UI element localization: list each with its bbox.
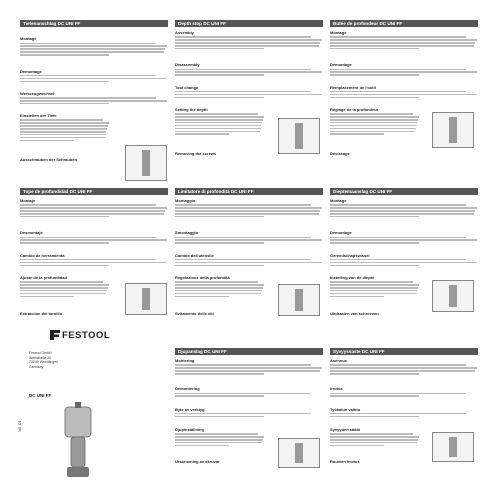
- text-line: [330, 119, 418, 121]
- subheading: Montage: [330, 30, 347, 35]
- text-line: [20, 296, 74, 298]
- text-line: [330, 393, 466, 395]
- text-line: [175, 416, 264, 418]
- subheading: Montaggio: [175, 198, 196, 203]
- section-title: Tiefenanschlag DC UNI FF: [20, 20, 168, 27]
- document-code: 345 121: [18, 420, 22, 432]
- subheading: Remplacement de l'outil: [330, 84, 376, 90]
- subheading: Werkzeugwechsel: [20, 90, 55, 96]
- section-de: [20, 20, 168, 162]
- text-line: [175, 69, 311, 71]
- text-line: [175, 128, 261, 130]
- festool-logo-icon: [50, 330, 60, 340]
- text-line: [20, 293, 106, 295]
- figure-depth-stop: [125, 283, 167, 315]
- text-line: [175, 364, 311, 366]
- text-line: [175, 281, 258, 283]
- text-line: [330, 45, 474, 47]
- figure-depth-stop: [125, 145, 167, 181]
- text-line: [330, 259, 466, 261]
- body-text: [330, 413, 478, 425]
- body-text: [175, 237, 323, 251]
- text-line: [20, 140, 74, 142]
- body-text: [175, 281, 265, 309]
- body-text: [175, 364, 323, 384]
- text-line: [330, 436, 419, 438]
- text-line: [175, 133, 229, 135]
- body-text: [330, 259, 478, 273]
- text-line: [20, 216, 109, 218]
- subheading: Disassembly: [175, 62, 200, 68]
- text-line: [20, 54, 109, 56]
- subheading: Montage: [20, 36, 37, 42]
- text-line: [20, 237, 156, 239]
- text-line: [20, 259, 156, 261]
- text-line: [175, 36, 311, 38]
- address-line: Germany: [29, 364, 44, 369]
- text-line: [20, 210, 165, 212]
- body-text: [20, 281, 110, 309]
- body-text: [330, 237, 478, 251]
- body-text: [20, 97, 168, 111]
- text-line: [175, 74, 264, 76]
- text-line: [175, 91, 311, 93]
- subheading: Regolazione della profondità: [175, 274, 230, 280]
- body-text: [20, 30, 168, 34]
- subheading: Svitamento delle viti: [175, 311, 214, 317]
- body-text: [175, 204, 323, 228]
- text-line: [175, 284, 264, 286]
- body-text: [330, 36, 478, 60]
- body-text: [330, 433, 420, 457]
- body-text: [175, 113, 265, 149]
- text-line: [175, 239, 322, 241]
- text-line: [175, 125, 261, 127]
- address-line: Wertstraße 20: [29, 355, 52, 360]
- text-line: [330, 367, 477, 369]
- body-text: [20, 204, 168, 228]
- text-line: [175, 445, 229, 447]
- text-line: [175, 213, 319, 215]
- brand-name: FESTOOL: [62, 330, 111, 341]
- text-line: [20, 97, 156, 99]
- address: [29, 351, 58, 369]
- subheading: Urskruvning av skruvar: [175, 459, 220, 465]
- text-line: [175, 436, 264, 438]
- text-line: [175, 293, 261, 295]
- text-line: [330, 287, 418, 289]
- text-line: [175, 265, 264, 267]
- subheading: Ausschrauben der Schrauben: [20, 157, 77, 163]
- text-line: [20, 287, 108, 289]
- text-line: [330, 445, 384, 447]
- subheading: Gereedschapswissel: [330, 252, 370, 258]
- subheading: Assembly: [175, 30, 194, 35]
- text-line: [330, 113, 413, 115]
- text-line: [175, 433, 258, 435]
- text-line: [330, 439, 418, 441]
- text-line: [330, 216, 419, 218]
- text-line: [330, 128, 416, 130]
- text-line: [20, 51, 164, 53]
- body-text: [20, 75, 168, 89]
- text-line: [330, 296, 384, 298]
- text-line: [175, 413, 311, 415]
- text-line: [330, 207, 477, 209]
- body-text: [330, 91, 478, 105]
- text-line: [20, 100, 167, 102]
- subheading: Smontaggio: [175, 230, 199, 236]
- text-line: [175, 48, 264, 50]
- text-line: [20, 122, 109, 124]
- text-line: [175, 207, 322, 209]
- address-line: Festool GmbH: [29, 351, 52, 355]
- text-line: [330, 293, 416, 295]
- text-line: [330, 433, 413, 435]
- subheading: Djupinställning: [175, 426, 204, 432]
- text-line: [330, 416, 419, 418]
- text-line: [20, 290, 107, 292]
- text-line: [330, 284, 419, 286]
- text-line: [20, 45, 167, 47]
- text-line: [20, 78, 167, 80]
- subheading: Asennus: [330, 358, 347, 363]
- text-line: [330, 42, 475, 44]
- subheading: Työkalun vaihto: [330, 406, 361, 412]
- text-line: [330, 239, 477, 241]
- text-line: [20, 81, 109, 83]
- body-text: [330, 393, 478, 405]
- subheading: Irrotus: [330, 386, 343, 392]
- text-line: [330, 210, 475, 212]
- text-line: [20, 134, 106, 136]
- text-line: [330, 116, 419, 118]
- text-line: [330, 74, 419, 76]
- text-line: [175, 216, 264, 218]
- text-line: [175, 39, 322, 41]
- text-line: [20, 242, 109, 244]
- body-text: [20, 43, 168, 67]
- body-text: [330, 281, 420, 309]
- subheading: Uitdraaien van schroeven: [330, 311, 379, 317]
- text-line: [175, 94, 322, 96]
- figure-depth-stop: [278, 118, 320, 154]
- text-line: [175, 122, 262, 124]
- text-line: [20, 128, 107, 130]
- text-line: [175, 71, 322, 73]
- text-line: [175, 113, 258, 115]
- text-line: [20, 204, 156, 206]
- subheading: Montage: [330, 198, 347, 203]
- subheading: Démontage: [330, 62, 352, 68]
- subheading: Ruuvien irrotus: [330, 459, 360, 465]
- text-line: [175, 97, 264, 99]
- section-title: Depth stop DC UNI FF: [175, 20, 323, 27]
- text-line: [330, 48, 419, 50]
- text-line: [175, 442, 262, 444]
- text-line: [175, 237, 311, 239]
- text-line: [175, 367, 322, 369]
- text-line: [175, 204, 311, 206]
- text-line: [330, 237, 466, 239]
- text-line: [20, 131, 106, 133]
- text-line: [175, 116, 264, 118]
- text-line: [20, 125, 108, 127]
- body-text: [175, 433, 265, 457]
- text-line: [175, 287, 263, 289]
- text-line: [330, 94, 477, 96]
- text-line: [175, 262, 322, 264]
- body-text: [175, 259, 323, 273]
- subheading: Demontage: [330, 230, 352, 236]
- text-line: [175, 296, 229, 298]
- subheading: Demontage: [20, 68, 42, 74]
- text-line: [330, 265, 419, 267]
- text-line: [175, 210, 320, 212]
- subheading: Syvyyden säätö: [330, 426, 361, 432]
- text-line: [20, 43, 156, 45]
- text-line: [175, 42, 320, 44]
- subheading: Cambio dell'utensile: [175, 252, 214, 258]
- text-line: [330, 36, 466, 38]
- text-line: [330, 364, 466, 366]
- text-line: [20, 281, 103, 283]
- text-line: [330, 395, 419, 397]
- product-name: DC UNI FF: [29, 393, 52, 398]
- subheading: Ajuste de la profundidad: [20, 274, 67, 280]
- subheading: Extracción del tornillo: [20, 311, 63, 317]
- drill-illustration-icon: [55, 402, 105, 482]
- subheading: Instelling van de diepte: [330, 274, 375, 280]
- festool-logo: [50, 330, 111, 344]
- text-line: [330, 131, 415, 133]
- address-line: 73240 Wendlingen: [29, 360, 59, 365]
- subheading: Einstellen der Tiefe: [20, 113, 57, 119]
- text-line: [330, 370, 475, 372]
- subheading: Setting the depth: [175, 106, 208, 112]
- text-line: [20, 207, 167, 209]
- text-line: [330, 125, 416, 127]
- section-title: Djupanslag DC UNI FF: [175, 348, 323, 355]
- figure-depth-stop: [278, 284, 320, 316]
- text-line: [330, 133, 384, 135]
- text-line: [330, 242, 419, 244]
- section-title: Tope de profundidad DC UNI FF: [20, 188, 168, 195]
- text-line: [20, 239, 167, 241]
- body-text: [330, 204, 478, 228]
- figure-depth-stop: [278, 438, 320, 468]
- text-line: [330, 290, 417, 292]
- subheading: Montaje: [20, 198, 36, 203]
- text-line: [175, 131, 260, 133]
- body-text: [330, 364, 478, 384]
- text-line: [330, 373, 419, 375]
- subheading: Cambio de herramienta: [20, 252, 65, 258]
- text-line: [175, 242, 264, 244]
- text-line: [175, 373, 264, 375]
- text-line: [330, 204, 466, 206]
- text-line: [330, 442, 417, 444]
- body-text: [175, 91, 323, 105]
- body-text: [175, 36, 323, 60]
- text-line: [330, 71, 477, 73]
- text-line: [175, 259, 311, 261]
- text-line: [330, 97, 419, 99]
- body-text: [330, 69, 478, 83]
- text-line: [330, 91, 466, 93]
- body-text: [330, 113, 420, 149]
- text-line: [330, 39, 477, 41]
- section-title: Butée de profondeur DC UNI FF: [330, 20, 478, 27]
- text-line: [20, 103, 109, 105]
- body-text: [20, 119, 110, 155]
- text-line: [20, 213, 164, 215]
- text-line: [20, 262, 167, 264]
- section-title: Dieptemaanslag DC UNI FF: [330, 188, 478, 195]
- text-line: [20, 284, 109, 286]
- body-text: [20, 237, 168, 251]
- subheading: Montering: [175, 358, 195, 363]
- text-line: [20, 75, 156, 77]
- subheading: Dévissage: [330, 151, 350, 157]
- figure-depth-stop: [432, 432, 474, 462]
- text-line: [20, 137, 105, 139]
- subheading: Tool change: [175, 84, 199, 90]
- text-line: [330, 262, 477, 264]
- figure-depth-stop: [432, 280, 474, 312]
- subheading: Removing the screws: [175, 151, 217, 157]
- text-line: [330, 413, 466, 415]
- text-line: [175, 395, 264, 397]
- text-line: [175, 370, 320, 372]
- subheading: Desmontaje: [20, 230, 43, 236]
- text-line: [20, 119, 103, 121]
- text-line: [330, 122, 417, 124]
- text-line: [330, 69, 466, 71]
- subheading: Réglage de la profondeur: [330, 106, 379, 112]
- body-text: [175, 393, 323, 405]
- body-text: [20, 259, 168, 273]
- subheading: Byte av verktyg: [175, 406, 205, 412]
- text-line: [330, 213, 474, 215]
- body-text: [175, 413, 323, 425]
- text-line: [20, 265, 109, 267]
- section-title: Limitatore di profondità DC UNI FF: [175, 188, 323, 195]
- text-line: [175, 439, 263, 441]
- text-line: [175, 290, 262, 292]
- body-text: [175, 69, 323, 83]
- subheading: Demontering: [175, 386, 200, 392]
- section-title: Syvyysvaste DC UNI FF: [330, 348, 478, 355]
- text-line: [330, 281, 413, 283]
- figure-depth-stop: [432, 112, 474, 148]
- text-line: [175, 393, 311, 395]
- text-line: [175, 45, 319, 47]
- text-line: [175, 119, 263, 121]
- text-line: [20, 48, 165, 50]
